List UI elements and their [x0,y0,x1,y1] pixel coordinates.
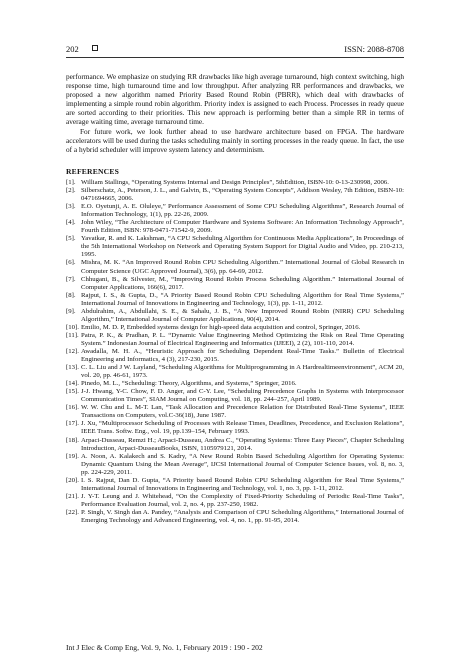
reference-text: Abdulrahim, A., Abdullahi, S. E., & Sahalu, J. B., “A New Improved Round Robin (NIRR) CPU Scheduling Algorithm,” International Journal of Computer Applications, 90(4), 2014. [81,307,404,323]
reference-number: [2]. [66,187,76,195]
reference-item [66,259,404,275]
reference-number: [7]. [66,275,76,283]
reference-item [66,493,404,509]
reference-number: [10]. [66,323,79,331]
reference-text: J. Xu, “Multiprocessor Scheduling of Processes with Release Times, Deadlines, Precedence, and Exclusion Relations”, IEEE Trans. Softw. Eng., vol. 19, pp.139–154, February 1993. [81,420,404,436]
reference-number: [14]. [66,380,79,388]
reference-item [66,509,404,525]
reference-text: Awadalla, M. H. A., “Heuristic Approach for Scheduling Dependent Real-Time Tasks.” Bulletin of Electrical Engineering and Informatics, 4 (3), 217-230, 2015. [81,347,404,364]
reference-text: William Stallings, “Operating Systems Internal and Design Principles”, 5thEdition, ISBN-10: 0-13-230998, 2006. [81,179,389,186]
reference-text: Chhugani, B., & Silvester, M., “Improving Round Robin Process Scheduling Algorithm.” International Journal of Computer Applications, 166(6), 2017. [81,275,404,291]
reference-number: [15]. [66,388,79,396]
reference-text: Pinedo, M. L., “Scheduling: Theory, Algorithms, and Systems,” Springer, 2016. [81,380,297,388]
reference-text: W. W. Chu and L. M-T. Lan, “Task Allocation and Precedence Relation for Distributed Real-Time Systems”, IEEE Transactions on Computers, vol.C-36(18), June 1987. [81,404,404,420]
reference-number: [5]. [66,235,76,243]
reference-item [66,235,404,259]
reference-text: John Wiley, “The Architecture of Computer Hardware and Systems Software: An Information Technology Approach”, Fourth Edition, ISBN: 978-0471-71542-9, 2009. [81,219,404,235]
reference-text: P. Singh, V. Singh dan A. Pandey, “Analysis and Comparison of CPU Scheduling Algorithms,” International Journal of Emerging Technology and Advanced Engineering, vol. 4, no. 1, pp. 91-95, 2014. [81,508,404,524]
reference-item [66,219,404,235]
reference-text: Arpaci-Dusseau, Remzi H.; Arpaci-Dusseau, Andrea C., “Operating Systems: Three Easy Pieces”, Chapter Scheduling Introduction, Arpaci-DusseauBooks, ISBN, 1105979121, 2014. [81,436,404,452]
reference-number: [9]. [66,307,76,315]
reference-text: J-J. Hwang, Y-C. Chow, F. D. Anger, and C-Y. Lee, “Scheduling Precedence Graphs in Systems with Interprocessor Communication Times”, SIAM Journal on Computing, vol. 18, pp. 244–257, April 1989. [81,388,404,404]
references-section [66,167,404,525]
reference-number: [16]. [66,404,79,412]
reference-number: [19]. [66,452,79,460]
running-footer: Int J Elec & Comp Eng, Vol. 9, No. 1, February 2019 : 190 - 202 [66,643,263,652]
body-paragraph: performance. We emphasize on studying RR drawbacks like high average turnaround, high context switching, high response time, high turnaround time and low throughput. After analyzing RR performances and drawbacks, we proposed a new algorithm named Priority Based Round Robin (PBRR), which deal with drawbacks of implementing a simple round robin algorithm. Priority index is assigned to each Process. Processes in ready queue are sorted according to their priorities. This new approach is performing better than a simple RR in terms of average waiting time, average turnaround time. [66,72,404,127]
reference-number: [1]. [66,179,76,186]
reference-item [66,477,404,493]
body-paragraph: For future work, we look further ahead to use hardware architecture based on FPGA. The hardware accelerators will be used during the tasks scheduling mainly in sorting processes in the ready queue. In fact, the use of a hybrid scheduler will improve system latency and determinism. [66,126,404,154]
reference-item [66,179,404,187]
header-rule [66,57,404,58]
reference-text: Emilio, M. D. P, Embedded systems design for high-speed data acquisition and control, Springer, 2016. [81,323,361,331]
reference-item [66,404,404,420]
reference-text: E.O. Oyetunji, A. E. Oluleye,” Performance Assessment of Some CPU Scheduling Algorithms”, Research Journal of Information Technology, 1(1), pp. 22-26, 2009. [81,203,404,219]
reference-number: [13]. [66,364,79,372]
reference-number: [17]. [66,420,79,428]
reference-item [66,364,404,380]
reference-text: Mishra, M. K. “An Improved Round Robin CPU Scheduling Algorithm.” International Journal of Global Research in Computer Science (UGC Approved Journal), 3(6), pp. 64-69, 2012. [81,259,404,275]
reference-number: [12]. [66,347,79,355]
page-number: 202 [66,44,79,54]
reference-number: [21]. [66,492,79,500]
reference-text: A. Noon, A. Kalakech and S. Kadry, “A New Round Robin Based Scheduling Algorithm for Operating Systems: Dynamic Quantum Using the Mean Average”, IJCSI International Journal of Computer Science Issues, vol. 8, no. 3, pp. 224-229, 2011. [81,452,404,476]
reference-item [66,453,404,477]
reference-text: J. Y-T. Leung and J. Whitehead, “On the Complexity of Fixed-Priority Scheduling of Periodic Real-Time Tasks”, Performance Evaluation Journal, vol. 2, no. 4, pp. 237-250, 1982. [81,492,404,508]
reference-text: C. L. Liu and J W. Layland, “Scheduling Algorithms for Multiprogramming in A Hardrealtimeenvironment”, ACM 20, vol. 20, pp. 46-61, 1973. [81,364,404,380]
reference-item [66,437,404,453]
reference-text: Rajput, I. S., & Gupta, D., “A Priority Based Round Robin CPU Scheduling Algorithm for Real Time Systems,” International Journal of Innovations in Engineering and Technology, 1(3), pp. 1-11, 2012. [81,291,404,307]
reference-number: [18]. [66,436,79,444]
reference-number: [20]. [66,476,79,484]
references-heading: REFERENCES [66,167,120,176]
body-text [66,72,404,154]
running-header [66,43,404,55]
reference-text: Yavatkar, R. and K. Lakshman, “A CPU Scheduling Algorithm for Continuous Media Applications”, In Proceedings of the 5th International Workshop on Network and Operating System Support for Digital Audio and Video, pp. 210-213, 1995. [81,235,404,259]
reference-item [66,324,404,332]
reference-list [66,179,404,525]
reference-number: [11]. [66,331,79,339]
reference-item [66,292,404,308]
reference-item [66,348,404,364]
reference-item [66,420,404,436]
reference-item [66,380,404,388]
reference-text: Patra, P. K., & Pradhan, P. L. “Dynamic Value Engineering Method Optimizing the Risk on Real Time Operating System.” Indonesian Journal of Electrical Engineering and Informatics (IJEEI), 2 (2), 101-110, 2014. [81,331,404,347]
reference-number: [8]. [66,291,76,299]
reference-item [66,308,404,324]
reference-item [66,187,404,203]
reference-item [66,332,404,348]
reference-number: [4]. [66,219,76,227]
reference-item [66,388,404,404]
issn-label: ISSN: 2088-8708 [344,44,404,54]
reference-number: [3]. [66,203,76,211]
reference-item [66,276,404,292]
reference-text: I. S. Rajput, Dan D. Gupta, “A Priority based Round Robin CPU Scheduling Algorithm for Real Time Systems,” International Journal of Innovations in Engineering and Technology, vol. 1, no. 3, pp. 1-11, 2012. [81,476,404,492]
reference-text: Silberschatz, A., Peterson, J. L., and Galvin, B., “Operating System Concepts”, Addison Wesley, 7th Edition, ISBN-10: 0471694665, 2006. [81,187,404,203]
reference-number: [22]. [66,508,79,516]
square-icon [92,45,98,51]
reference-item [66,203,404,219]
reference-number: [6]. [66,259,76,267]
